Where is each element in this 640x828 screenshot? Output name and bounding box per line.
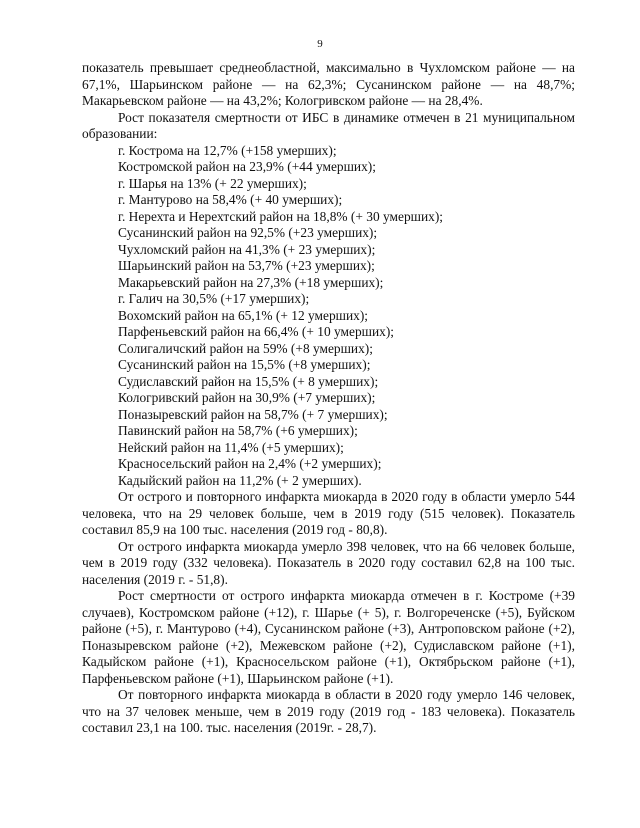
growth-list-item: г. Нерехта и Нерехтский район на 18,8% (+ 30 умерших); [118, 208, 444, 224]
document-body [82, 60, 575, 737]
growth-list-item: Чухломский район на 41,3% (+ 23 умерших); [118, 241, 376, 257]
page-number: 9 [317, 38, 323, 50]
growth-list-item: г. Шарья на 13% (+ 22 умерших); [118, 175, 307, 191]
growth-list-item: Нейский район на 11,4% (+5 умерших); [118, 439, 344, 455]
growth-list-item: Поназыревский район на 58,7% (+ 7 умерших); [118, 406, 388, 422]
growth-list [82, 143, 575, 490]
growth-list-item: г. Галич на 30,5% (+17 умерших); [118, 291, 310, 306]
paragraph-mi-total: От острого и повторного инфаркта миокарда в 2020 году в области умерло 544 человека, что на 29 человек больше, чем в 2019 году (515 человек). Показатель составил 85,9 на 100 тыс. населения (2019 год - 80,8). [82, 489, 575, 537]
intro-paragraph: показатель превышает среднеобластной, максимально в Чухломском районе — на 67,1%, Шарьинском районе — на 62,3%; Сусанинском районе — на 48,7%; Макарьевском районе — на 43,2%; Кологривском районе — на 28,4%. [82, 60, 575, 108]
growth-heading: Рост показателя смертности от ИБС в динамике отмечен в 21 муниципальном образовании: [82, 109, 575, 141]
growth-list-item: Макарьевский район на 27,3% (+18 умерших); [118, 274, 384, 290]
growth-list-item: г. Мантурово на 58,4% (+ 40 умерших); [118, 192, 343, 207]
growth-list-item: Кадыйский район на 11,2% (+ 2 умерших). [118, 472, 362, 488]
paragraph-acute-mi: От острого инфаркта миокарда умерло 398 человек, что на 66 человек больше, чем в 2019 году (332 человека). Показатель в 2020 году составил 62,8 на 100 тыс. населения (2019 г. - 51,8). [82, 538, 575, 587]
growth-list-item: Костромской район на 23,9% (+44 умерших); [118, 159, 376, 174]
growth-list-item: Красносельский район на 2,4% (+2 умерших); [118, 456, 382, 471]
growth-list-item: Вохомский район на 65,1% (+ 12 умерших); [118, 307, 369, 323]
paragraph-repeat-mi: От повторного инфаркта миокарда в области в 2020 году умерло 146 человек, что на 37 человек меньше, чем в 2019 году (2019 год - 183 человека). Показатель составил 23,1 на 100. тыс. населения (2019г. - 28,7). [82, 687, 575, 735]
growth-list-item: Сусанинский район на 92,5% (+23 умерших); [118, 225, 378, 240]
growth-list-item: Павинский район на 58,7% (+6 умерших); [118, 423, 358, 438]
growth-list-item: Шарьинский район на 53,7% (+23 умерших); [118, 258, 375, 273]
growth-list-item: Сусанинский район на 15,5% (+8 умерших); [118, 357, 371, 372]
growth-list-item: Судиславский район на 15,5% (+ 8 умерших); [118, 373, 379, 389]
growth-list-item: Кологривский район на 30,9% (+7 умерших); [118, 390, 376, 405]
paragraph-acute-mi-growth: Рост смертности от острого инфаркта миокарда отмечен в г. Костроме (+39 случаев), Костромском районе (+12), г. Шарье (+ 5), г. Волгореченске (+5), Буйском районе (+5), г. Мантурово (+4), Сусанинском районе (+3), Антроповском районе (+2), Поназыревском районе (+2), Межевском районе (+2), Судиславском районе (+1), Кадыйском районе (+1), Красносельском районе (+1), Октябрьском районе (+1), Парфеньевском районе (+1), Шарьинском районе (+1). [82, 588, 575, 686]
growth-list-item: Солигаличский район на 59% (+8 умерших); [118, 340, 373, 356]
growth-list-item: г. Кострома на 12,7% (+158 умерших); [118, 142, 337, 158]
growth-list-item: Парфеньевский район на 66,4% (+ 10 умерших); [118, 324, 395, 339]
